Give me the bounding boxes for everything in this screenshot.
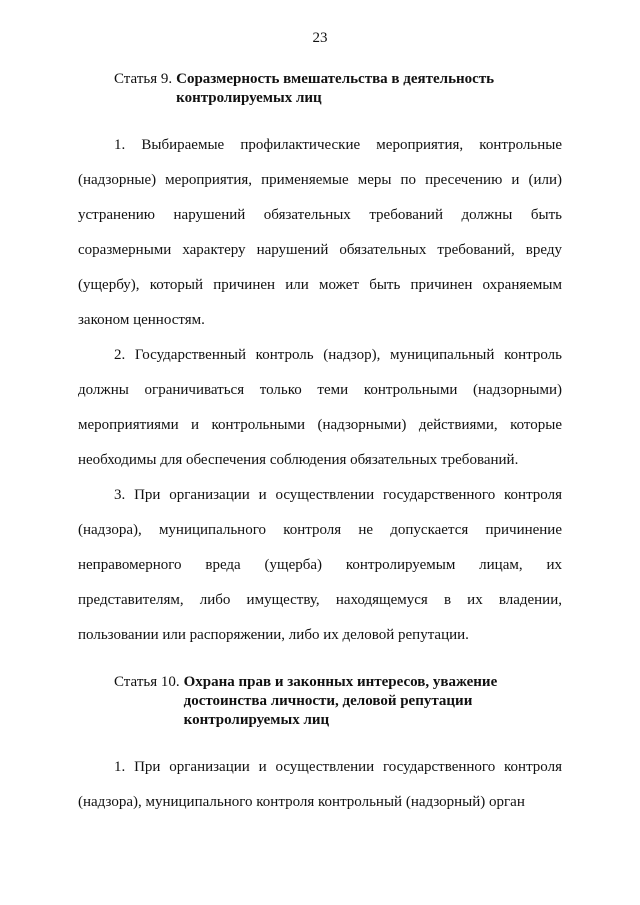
- article-10-paragraph-1: 1. При организации и осуществлении государственного контроля (надзора), муниципального контроля контрольный (надзорный) орган: [78, 759, 562, 810]
- page-number: 23: [312, 30, 328, 46]
- article-10-title: Охрана прав и законных интересов, уважение достоинства личности, деловой репутации контролируемых лиц: [183, 674, 498, 728]
- article-10-heading: [114, 673, 562, 730]
- document-body: [78, 70, 562, 820]
- article-9-paragraph-2: 2. Государственный контроль (надзор), муниципальный контроль должны ограничиваться только теми контрольными (надзорными) мероприятиями и контрольными (надзорными) действиями, которые необходимы для обеспечения соблюдения обязательных требований.: [78, 347, 562, 468]
- article-10-label: Статья 10.: [114, 674, 180, 690]
- article-9-heading: [114, 70, 562, 108]
- article-9-paragraph-3: 3. При организации и осуществлении государственного контроля (надзора), муниципального контроля не допускается причинение неправомерного вреда (ущерба) контролируемым лицам, их представителям, либо имуществу, находящемуся в их владении, пользовании или распоряжении, либо их деловой репутации.: [78, 487, 562, 643]
- article-9-paragraph-1: 1. Выбираемые профилактические мероприятия, контрольные (надзорные) мероприятия, применяемые меры по пресечению и (или) устранению нарушений обязательных требований должны быть соразмерными характеру нарушений обязательных требований, вреду (ущербу), который причинен или может быть причинен охраняемым законом ценностям.: [78, 137, 562, 328]
- article-9-title: Соразмерность вмешательства в деятельность контролируемых лиц: [176, 71, 495, 106]
- article-9-label: Статья 9.: [114, 71, 173, 87]
